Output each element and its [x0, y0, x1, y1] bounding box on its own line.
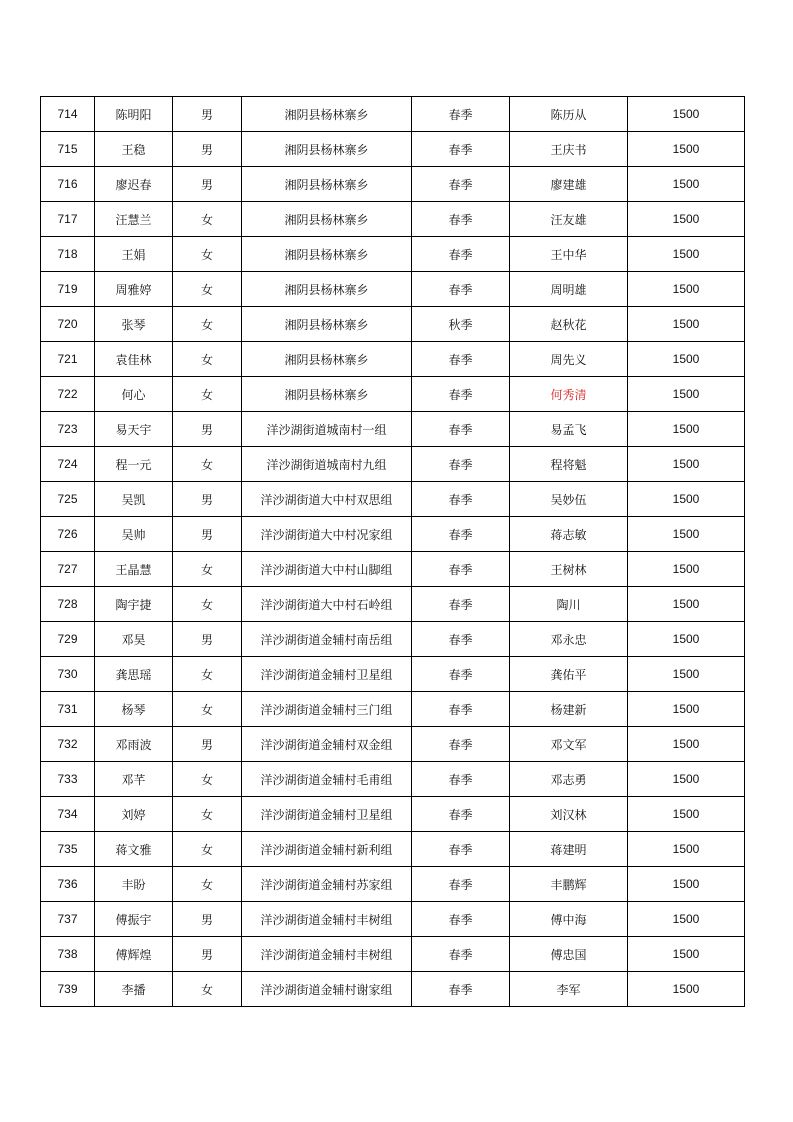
- student-name-cell: 周雅婷: [95, 272, 173, 307]
- address-cell: 洋沙湖街道大中村双思组: [242, 482, 412, 517]
- gender-cell: 男: [173, 727, 242, 762]
- gender-cell: 男: [173, 937, 242, 972]
- amount-cell: 1500: [628, 832, 745, 867]
- student-name-cell: 邓雨波: [95, 727, 173, 762]
- guardian-name-cell: 刘汉林: [510, 797, 628, 832]
- season-cell: 春季: [412, 167, 510, 202]
- address-cell: 湘阴县杨林寨乡: [242, 132, 412, 167]
- guardian-name-cell: 傅中海: [510, 902, 628, 937]
- season-cell: 春季: [412, 272, 510, 307]
- gender-cell: 女: [173, 342, 242, 377]
- gender-cell: 女: [173, 657, 242, 692]
- address-cell: 洋沙湖街道金辅村谢家组: [242, 972, 412, 1007]
- address-cell: 洋沙湖街道金辅村丰树组: [242, 937, 412, 972]
- address-cell: 洋沙湖街道金辅村苏家组: [242, 867, 412, 902]
- serial-number-cell: 736: [41, 867, 95, 902]
- student-name-cell: 杨琴: [95, 692, 173, 727]
- season-cell: 春季: [412, 377, 510, 412]
- address-cell: 湘阴县杨林寨乡: [242, 202, 412, 237]
- table-row: [41, 832, 745, 867]
- amount-cell: 1500: [628, 377, 745, 412]
- address-cell: 洋沙湖街道金辅村卫星组: [242, 657, 412, 692]
- serial-number-cell: 735: [41, 832, 95, 867]
- student-name-cell: 傅辉煌: [95, 937, 173, 972]
- table-row: [41, 797, 745, 832]
- guardian-name-cell: 王树林: [510, 552, 628, 587]
- season-cell: 春季: [412, 202, 510, 237]
- serial-number-cell: 727: [41, 552, 95, 587]
- guardian-name-cell: 王中华: [510, 237, 628, 272]
- address-cell: 洋沙湖街道大中村石岭组: [242, 587, 412, 622]
- guardian-name-cell: 赵秋花: [510, 307, 628, 342]
- roster-table: [40, 96, 745, 1007]
- table-row: [41, 167, 745, 202]
- amount-cell: 1500: [628, 307, 745, 342]
- amount-cell: 1500: [628, 587, 745, 622]
- table-row: [41, 132, 745, 167]
- address-cell: 洋沙湖街道城南村九组: [242, 447, 412, 482]
- guardian-name-cell: 李军: [510, 972, 628, 1007]
- amount-cell: 1500: [628, 97, 745, 132]
- amount-cell: 1500: [628, 202, 745, 237]
- amount-cell: 1500: [628, 412, 745, 447]
- guardian-name-cell: 王庆书: [510, 132, 628, 167]
- gender-cell: 女: [173, 587, 242, 622]
- amount-cell: 1500: [628, 167, 745, 202]
- season-cell: 春季: [412, 867, 510, 902]
- gender-cell: 女: [173, 797, 242, 832]
- student-name-cell: 程一元: [95, 447, 173, 482]
- address-cell: 洋沙湖街道金辅村三门组: [242, 692, 412, 727]
- serial-number-cell: 714: [41, 97, 95, 132]
- gender-cell: 男: [173, 167, 242, 202]
- amount-cell: 1500: [628, 342, 745, 377]
- season-cell: 春季: [412, 622, 510, 657]
- address-cell: 洋沙湖街道金辅村双金组: [242, 727, 412, 762]
- guardian-name-cell: 蒋志敏: [510, 517, 628, 552]
- table-row: [41, 552, 745, 587]
- guardian-name-cell: 吴妙伍: [510, 482, 628, 517]
- gender-cell: 男: [173, 622, 242, 657]
- table-row: [41, 937, 745, 972]
- gender-cell: 女: [173, 552, 242, 587]
- student-name-cell: 王稳: [95, 132, 173, 167]
- student-name-cell: 张琴: [95, 307, 173, 342]
- table-row: [41, 307, 745, 342]
- guardian-name-cell: 傅忠国: [510, 937, 628, 972]
- student-name-cell: 刘婷: [95, 797, 173, 832]
- student-name-cell: 廖迟春: [95, 167, 173, 202]
- season-cell: 春季: [412, 797, 510, 832]
- amount-cell: 1500: [628, 867, 745, 902]
- serial-number-cell: 729: [41, 622, 95, 657]
- season-cell: 春季: [412, 447, 510, 482]
- season-cell: 春季: [412, 552, 510, 587]
- season-cell: 春季: [412, 342, 510, 377]
- address-cell: 洋沙湖街道大中村况家组: [242, 517, 412, 552]
- season-cell: 春季: [412, 237, 510, 272]
- address-cell: 洋沙湖街道金辅村新利组: [242, 832, 412, 867]
- gender-cell: 男: [173, 902, 242, 937]
- amount-cell: 1500: [628, 657, 745, 692]
- roster-table-body: [41, 97, 745, 1007]
- amount-cell: 1500: [628, 622, 745, 657]
- student-name-cell: 汪慧兰: [95, 202, 173, 237]
- student-name-cell: 蒋文雅: [95, 832, 173, 867]
- guardian-name-cell: 邓永忠: [510, 622, 628, 657]
- serial-number-cell: 716: [41, 167, 95, 202]
- amount-cell: 1500: [628, 972, 745, 1007]
- table-row: [41, 587, 745, 622]
- guardian-name-cell: 邓文军: [510, 727, 628, 762]
- table-row: [41, 727, 745, 762]
- amount-cell: 1500: [628, 692, 745, 727]
- table-row: [41, 202, 745, 237]
- table-row: [41, 972, 745, 1007]
- student-name-cell: 龚思瑶: [95, 657, 173, 692]
- amount-cell: 1500: [628, 237, 745, 272]
- gender-cell: 女: [173, 692, 242, 727]
- guardian-name-cell: 周先义: [510, 342, 628, 377]
- address-cell: 湘阴县杨林寨乡: [242, 97, 412, 132]
- amount-cell: 1500: [628, 797, 745, 832]
- student-name-cell: 傅振宇: [95, 902, 173, 937]
- gender-cell: 女: [173, 272, 242, 307]
- gender-cell: 男: [173, 517, 242, 552]
- serial-number-cell: 719: [41, 272, 95, 307]
- serial-number-cell: 723: [41, 412, 95, 447]
- guardian-name-cell: 陈历从: [510, 97, 628, 132]
- amount-cell: 1500: [628, 552, 745, 587]
- serial-number-cell: 732: [41, 727, 95, 762]
- guardian-name-cell: 杨建新: [510, 692, 628, 727]
- guardian-name-cell: 程将魁: [510, 447, 628, 482]
- serial-number-cell: 717: [41, 202, 95, 237]
- table-row: [41, 692, 745, 727]
- serial-number-cell: 739: [41, 972, 95, 1007]
- serial-number-cell: 730: [41, 657, 95, 692]
- guardian-name-cell: 邓志勇: [510, 762, 628, 797]
- serial-number-cell: 726: [41, 517, 95, 552]
- address-cell: 湘阴县杨林寨乡: [242, 272, 412, 307]
- table-row: [41, 412, 745, 447]
- student-name-cell: 吴帅: [95, 517, 173, 552]
- season-cell: 春季: [412, 727, 510, 762]
- table-row: [41, 657, 745, 692]
- table-row: [41, 272, 745, 307]
- amount-cell: 1500: [628, 902, 745, 937]
- serial-number-cell: 738: [41, 937, 95, 972]
- address-cell: 洋沙湖街道金辅村南岳组: [242, 622, 412, 657]
- serial-number-cell: 718: [41, 237, 95, 272]
- gender-cell: 女: [173, 762, 242, 797]
- gender-cell: 女: [173, 972, 242, 1007]
- gender-cell: 男: [173, 482, 242, 517]
- season-cell: 春季: [412, 762, 510, 797]
- table-row: [41, 447, 745, 482]
- address-cell: 湘阴县杨林寨乡: [242, 377, 412, 412]
- guardian-name-cell: 廖建雄: [510, 167, 628, 202]
- student-name-cell: 丰盼: [95, 867, 173, 902]
- student-name-cell: 袁佳林: [95, 342, 173, 377]
- table-row: [41, 97, 745, 132]
- amount-cell: 1500: [628, 272, 745, 307]
- guardian-name-cell: 周明雄: [510, 272, 628, 307]
- season-cell: 春季: [412, 657, 510, 692]
- gender-cell: 男: [173, 97, 242, 132]
- address-cell: 湘阴县杨林寨乡: [242, 342, 412, 377]
- serial-number-cell: 715: [41, 132, 95, 167]
- student-name-cell: 陈明阳: [95, 97, 173, 132]
- gender-cell: 女: [173, 867, 242, 902]
- address-cell: 洋沙湖街道金辅村毛甫组: [242, 762, 412, 797]
- table-row: [41, 237, 745, 272]
- address-cell: 洋沙湖街道金辅村丰树组: [242, 902, 412, 937]
- serial-number-cell: 733: [41, 762, 95, 797]
- guardian-name-cell: 蒋建明: [510, 832, 628, 867]
- gender-cell: 女: [173, 447, 242, 482]
- season-cell: 春季: [412, 692, 510, 727]
- student-name-cell: 何心: [95, 377, 173, 412]
- guardian-name-cell: 汪友雄: [510, 202, 628, 237]
- address-cell: 洋沙湖街道城南村一组: [242, 412, 412, 447]
- gender-cell: 女: [173, 237, 242, 272]
- serial-number-cell: 722: [41, 377, 95, 412]
- table-row: [41, 762, 745, 797]
- season-cell: 春季: [412, 587, 510, 622]
- amount-cell: 1500: [628, 447, 745, 482]
- season-cell: 春季: [412, 412, 510, 447]
- guardian-name-cell: 龚佑平: [510, 657, 628, 692]
- guardian-name-cell: 丰鹏辉: [510, 867, 628, 902]
- table-row: [41, 517, 745, 552]
- table-row: [41, 622, 745, 657]
- season-cell: 秋季: [412, 307, 510, 342]
- student-name-cell: 李播: [95, 972, 173, 1007]
- serial-number-cell: 720: [41, 307, 95, 342]
- season-cell: 春季: [412, 132, 510, 167]
- season-cell: 春季: [412, 832, 510, 867]
- student-name-cell: 易天宇: [95, 412, 173, 447]
- season-cell: 春季: [412, 517, 510, 552]
- season-cell: 春季: [412, 97, 510, 132]
- amount-cell: 1500: [628, 482, 745, 517]
- serial-number-cell: 728: [41, 587, 95, 622]
- student-name-cell: 陶宇捷: [95, 587, 173, 622]
- serial-number-cell: 725: [41, 482, 95, 517]
- amount-cell: 1500: [628, 132, 745, 167]
- season-cell: 春季: [412, 902, 510, 937]
- amount-cell: 1500: [628, 517, 745, 552]
- amount-cell: 1500: [628, 762, 745, 797]
- student-name-cell: 王娟: [95, 237, 173, 272]
- gender-cell: 男: [173, 412, 242, 447]
- guardian-name-cell: 何秀清: [510, 377, 628, 412]
- table-row: [41, 342, 745, 377]
- student-name-cell: 吴凯: [95, 482, 173, 517]
- gender-cell: 女: [173, 832, 242, 867]
- table-row: [41, 902, 745, 937]
- serial-number-cell: 731: [41, 692, 95, 727]
- serial-number-cell: 734: [41, 797, 95, 832]
- table-row: [41, 867, 745, 902]
- gender-cell: 女: [173, 307, 242, 342]
- student-name-cell: 邓昊: [95, 622, 173, 657]
- serial-number-cell: 737: [41, 902, 95, 937]
- address-cell: 洋沙湖街道金辅村卫星组: [242, 797, 412, 832]
- serial-number-cell: 724: [41, 447, 95, 482]
- guardian-name-cell: 易孟飞: [510, 412, 628, 447]
- address-cell: 湘阴县杨林寨乡: [242, 167, 412, 202]
- gender-cell: 女: [173, 377, 242, 412]
- gender-cell: 男: [173, 132, 242, 167]
- season-cell: 春季: [412, 972, 510, 1007]
- amount-cell: 1500: [628, 937, 745, 972]
- table-row: [41, 482, 745, 517]
- address-cell: 湘阴县杨林寨乡: [242, 307, 412, 342]
- student-name-cell: 邓芊: [95, 762, 173, 797]
- season-cell: 春季: [412, 937, 510, 972]
- address-cell: 湘阴县杨林寨乡: [242, 237, 412, 272]
- address-cell: 洋沙湖街道大中村山脚组: [242, 552, 412, 587]
- amount-cell: 1500: [628, 727, 745, 762]
- student-name-cell: 王晶慧: [95, 552, 173, 587]
- table-row: [41, 377, 745, 412]
- gender-cell: 女: [173, 202, 242, 237]
- guardian-name-cell: 陶川: [510, 587, 628, 622]
- season-cell: 春季: [412, 482, 510, 517]
- serial-number-cell: 721: [41, 342, 95, 377]
